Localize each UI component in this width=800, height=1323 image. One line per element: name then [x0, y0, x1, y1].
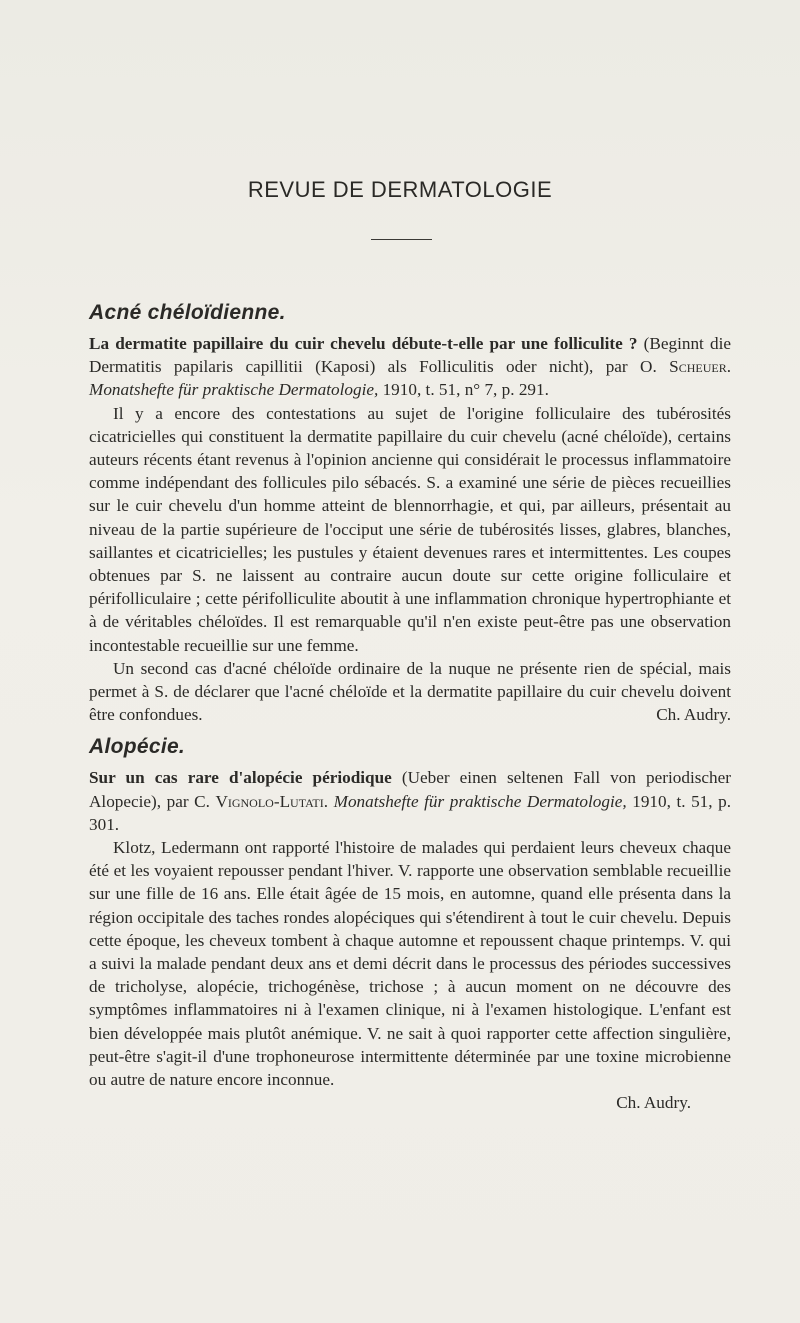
paragraph: Klotz, Ledermann ont rapporté l'histoire de malades qui perdaient leurs cheveux chaque été et les voyaient repousser pendant l'hiver. V. rapporte une observation semblable recueillie sur une fille de 16 ans. Elle était âgée de 15 mois, en automne, quand elle présenta dans la région occipitale des taches rondes alopéciques qui s'étendirent à tout le cuir chevelu. Depuis cette époque, les cheveux tombent à chaque automne et repoussent chaque printemps. V. qui a suivi la malade pendant deux ans et demi décrit dans le processus des périodes successives de tricholyse, alopécie, trichogénèse, trichose ; à aucun moment on ne découvre des symptômes inflammatoires ni à l'examen clinique, ni à l'examen histologique. L'enfant est bien développée mais plutôt anémique. V. ne sait à quoi rapporter cette affection singulière, peut-être s'agit-il d'une trophoneurose intermittente déterminée par une toxine microbienne ou autre de nature encore inconnue. — [89, 838, 731, 1090]
paragraph-with-signature — [89, 657, 731, 727]
reference-title: La dermatite papillaire du cuir chevelu débute-t-elle par une folliculite ? — [89, 334, 638, 353]
section-title-alopecie: Alopécie. — [89, 735, 186, 759]
reference-title: Sur un cas rare d'alopécie périodique — [89, 768, 392, 788]
reference-text: (Ueber einen seltenen Fall von periodischer Alopecie), par C. — [89, 768, 731, 811]
reference-sep: . — [726, 357, 731, 377]
reference-citation: 1910, t. 51, p. 301. — [89, 791, 732, 834]
title-rule — [371, 239, 432, 240]
reference-journal: Monatshefte für praktische Dermatologie, — [333, 791, 627, 811]
reference-citation: 1910, t. 51, n° 7, p. 291. — [378, 380, 549, 400]
signature: Ch. Audry. — [616, 1093, 691, 1113]
reference-alopecie — [89, 766, 731, 836]
reference-sep: . — [323, 791, 334, 811]
section-title-acne: Acné chéloïdienne. — [89, 301, 286, 324]
paragraph: Il y a encore des contestations au sujet de l'origine folliculaire des tubérosités cicatricielles qui constituent la dermatite papillaire du cuir chevelu (acné chéloïde), certains auteurs récents étant revenus à l'opinion ancienne qui considérait le processus inflammatoire comme indépendant des follicules pilo sébacés. S. a examiné une série de pièces recueillies sur le cuir chevelu d'un homme atteint de blennorrhagie, et qui, par ailleurs, présentait au niveau de la partie supérieure de l'occiput une série de tubérosités lisses, glabres, blanches, saillantes et cicatricielles; les pustules y étaient devenues rares et intermittentes. Les coupes obtenues par S. ne laissent au contraire aucun doute sur cette origine folliculaire et périfolliculaire ; cette périfolliculite aboutit à une inflammation chronique hypertrophiante et à de véritables chéloïdes. Il est remarquable qu'il n'en existe peut-être pas une observation incontestable recueillie sur une femme. — [89, 403, 731, 655]
reference-acne — [89, 332, 731, 402]
signature — [632, 703, 731, 726]
running-title: REVUE DE DERMATOLOGIE — [247, 177, 553, 202]
reference-author: Scheuer — [669, 357, 727, 377]
reference-author: Vignolo-Lutati — [215, 791, 324, 811]
reference-text: (Beginnt die Dermatitis papilaris capillitii (Kaposi) als Folliculitis oder nicht), par O. — [89, 334, 731, 377]
signature-text: Ch. Audry. — [656, 705, 731, 725]
reference-journal: Monatshefte für praktische Dermatologie, — [89, 380, 379, 400]
paragraph-text: Un second cas d'acné chéloïde ordinaire de la nuque ne présente rien de spécial, mais permet à S. de déclarer que l'acné chéloïde et la dermatite papillaire du cuir chevelu doivent être confondues. — [89, 658, 731, 725]
page-content — [89, 300, 731, 1115]
